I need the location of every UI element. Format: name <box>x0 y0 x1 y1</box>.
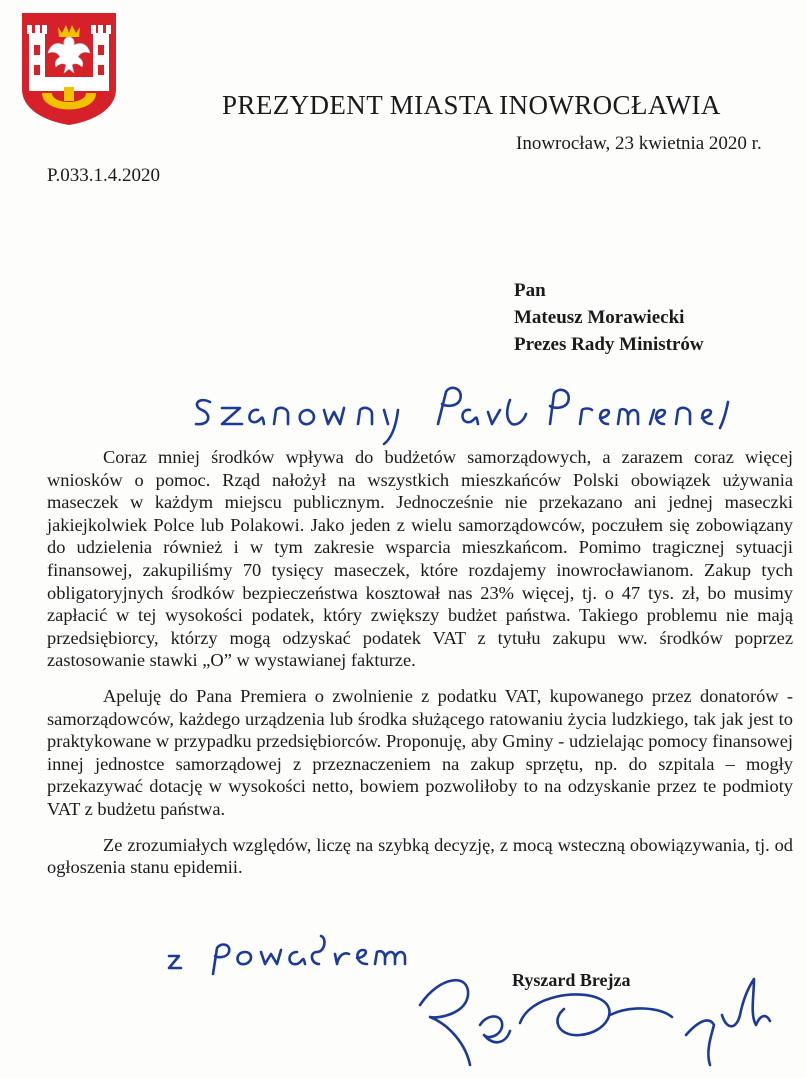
city-coat-of-arms-icon <box>20 11 118 127</box>
letter-body <box>47 446 793 892</box>
signatory-name: Ryszard Brejza <box>512 970 631 990</box>
body-paragraph-3: Ze zrozumiałych względów, liczę na szybką decyzję, z mocą wsteczną obowiązywania, tj. od ogłoszenia stanu epidemii. <box>47 834 793 878</box>
recipient-line-1: Pan <box>514 280 546 301</box>
body-paragraph-1: Coraz mniej środków wpływa do budżetów samorządowych, a zarazem coraz więcej wniosków o pomoc. Rząd nałożył na wszystkich mieszkańców Polski obowiązek używania maseczek w każdym miejscu publicznym. Jednocześnie nie przekazano ani jednej maseczki jakiejkolwiek Polce lub Polakowi. Jako jeden z wielu samorządowców, poczułem się zobowiązany do udzielenia również i w tym zakresie wsparcia mieszkańcom. Pomimo tragicznej sytuacji finansowej, zakupiliśmy 70 tysięcy maseczek, które rozdajemy inowrocławianom. Zakup tych obligatoryjnych środków bezpieczeństwa kosztował nas 23% więcej, tj. o 47 tys. zł, bo musimy zapłacić w tej wysokości podatek, który zwiększy budżet państwa. Takiego problemu nie mają przedsiębiorcy, którzy mogą odzyskać podatek VAT z tytułu zakupu ww. środków poprzez zastosowanie stawki „O” w wystawianej fakturze. <box>47 447 793 671</box>
handwritten-signature-icon <box>410 955 790 1075</box>
place-date: Inowrocław, 23 kwietnia 2020 r. <box>516 133 762 154</box>
recipient-line-2: Mateusz Morawiecki <box>514 307 685 328</box>
recipient-line-3: Prezes Rady Ministrów <box>514 334 704 355</box>
reference-number: P.033.1.4.2020 <box>47 165 160 186</box>
handwritten-salutation <box>188 380 748 450</box>
office-title: PREZYDENT MIASTA INOWROCŁAWIA <box>222 90 721 120</box>
recipient-block <box>514 277 704 358</box>
body-paragraph-2: Apeluję do Pana Premiera o zwolnienie z podatku VAT, kupowanego przez donatorów - samorządowców, każdego urządzenia lub środka służącego ratowaniu życia ludzkiego, tak jak jest to praktykowane w przypadku przedsiębiorców. Proponuję, aby Gminy - udzielając pomocy finansowej innej jednostce samorządowej z przeznaczeniem na zakup sprzętu, np. do szpitala – mogły przekazywać dotację w wysokości netto, bowiem pozwoliłoby to na odzyskanie przez te podmioty VAT z budżetu państwa. <box>47 685 793 819</box>
handwritten-closing <box>165 930 435 980</box>
